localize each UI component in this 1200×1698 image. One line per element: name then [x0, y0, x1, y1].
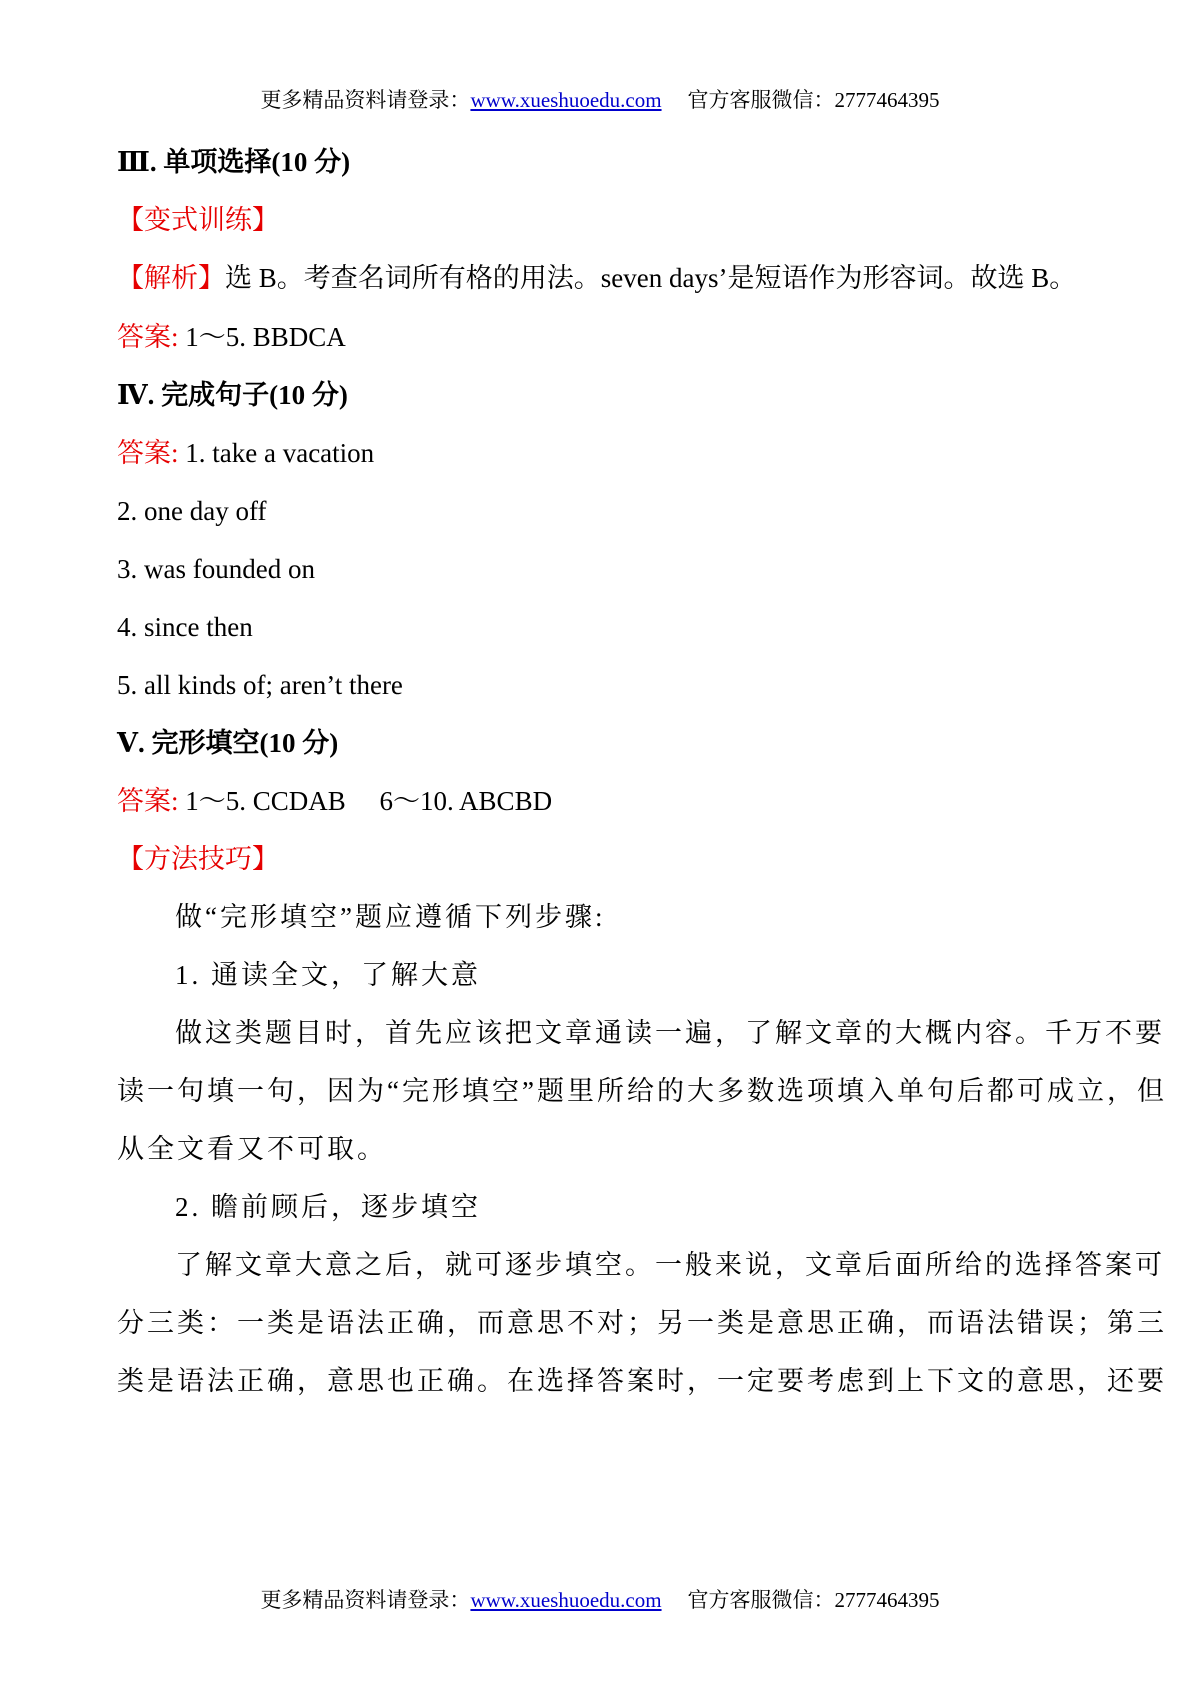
section-3-heading: Ⅲ. 单项选择(10 分) — [117, 147, 351, 177]
section-4-answer-2: 2. one day off — [117, 496, 267, 526]
footer-wechat: 官方客服微信：2777464395 — [687, 1588, 940, 1612]
header-wechat: 官方客服微信：2777464395 — [687, 88, 940, 112]
answer-label: 答案: — [117, 438, 179, 468]
step-1-heading: 1. 通读全文，了解大意 — [175, 960, 481, 990]
paragraph-line: 分三类：一类是语法正确，而意思不对；另一类是意思正确，而语法错误；第三 — [117, 1308, 1167, 1338]
section-3-answer — [117, 320, 1100, 354]
paragraph-line: 类是语法正确，意思也正确。在选择答案时，一定要考虑到上下文的意思，还要 — [117, 1366, 1167, 1396]
section-5-heading: Ⅴ. 完形填空(10 分) — [117, 728, 339, 758]
variant-training-label: 【变式训练】 — [117, 205, 279, 235]
header-prefix: 更多精品资料请登录： — [260, 88, 471, 112]
answer-label: 答案: — [117, 786, 179, 816]
paragraph-line: 做“完形填空”题应遵循下列步骤: — [175, 902, 606, 932]
footer-link[interactable]: www.xueshuoedu.com — [470, 1588, 662, 1612]
answer-text: 1. take a vacation — [178, 438, 375, 468]
analysis-label: 【解析】 — [117, 263, 225, 293]
section-4-answer-4: 4. since then — [117, 612, 253, 642]
section-4-answer-5: 5. all kinds of; aren’t there — [117, 670, 403, 700]
step-2-heading: 2. 瞻前顾后，逐步填空 — [175, 1192, 481, 1222]
section-4-answer-3: 3. was founded on — [117, 554, 315, 584]
footer-prefix: 更多精品资料请登录： — [260, 1588, 471, 1612]
method-tips-label: 【方法技巧】 — [117, 844, 279, 874]
paragraph-line: 做这类题目时，首先应该把文章通读一遍，了解文章的大概内容。千万不要 — [175, 1018, 1165, 1048]
paragraph-line: 读一句填一句，因为“完形填空”题里所给的大多数选项填入单句后都可成立，但 — [117, 1076, 1167, 1106]
section-4-heading: Ⅳ. 完成句子(10 分) — [117, 380, 348, 410]
paragraph-line: 从全文看又不可取。 — [117, 1134, 387, 1164]
page-header — [0, 90, 1200, 111]
answer-text: 1～5. CCDAB 6～10. ABCBD — [178, 786, 553, 816]
answer-text: 1～5. BBDCA — [178, 322, 346, 352]
paragraph-line: 了解文章大意之后，就可逐步填空。一般来说，文章后面所给的选择答案可 — [175, 1250, 1165, 1280]
header-link[interactable]: www.xueshuoedu.com — [470, 88, 662, 112]
analysis-text: 选 B。考查名词所有格的用法。seven days’是短语作为形容词。故选 B。 — [225, 263, 1077, 293]
section-4-answer-1 — [117, 436, 1100, 470]
section-5-answer — [117, 784, 1100, 818]
page-footer — [0, 1590, 1200, 1611]
analysis-line — [117, 261, 1100, 295]
answer-label: 答案: — [117, 322, 179, 352]
